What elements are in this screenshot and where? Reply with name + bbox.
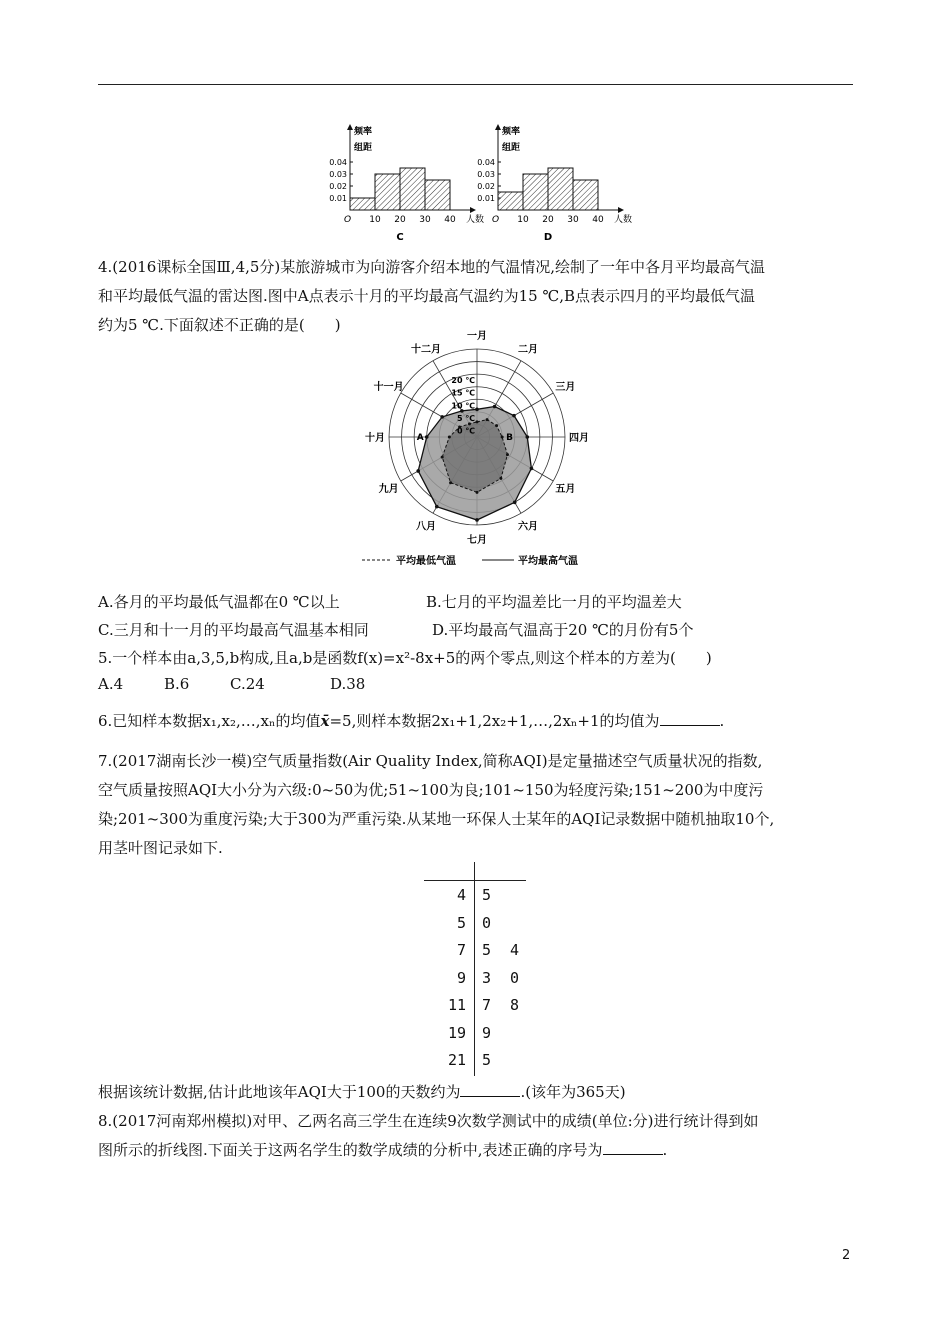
high-temp-point	[512, 414, 516, 418]
stem-leaf-row	[424, 992, 534, 1020]
histogram-bar	[350, 198, 375, 210]
x-tick-label: 30	[419, 215, 431, 225]
q4-option-a: A.各月的平均最低气温都在0 ℃以上	[98, 593, 340, 611]
month-label: 十一月	[373, 382, 404, 393]
q7-line3: 染;201~300为重度污染;大于300为严重污染.从某地一环保人士某年的AQI记录数据中随机抽取10个,	[98, 810, 775, 828]
q6-line	[98, 710, 724, 731]
month-label: 一月	[467, 331, 487, 342]
q5-option-c: C.24	[230, 675, 265, 693]
q7-answer-blank[interactable]	[460, 1095, 520, 1097]
histogram-bar	[375, 174, 400, 210]
q5-option-b: B.6	[164, 675, 190, 693]
histogram-bar	[548, 168, 573, 210]
x-arrow	[470, 207, 476, 213]
low-temp-point	[441, 456, 444, 459]
leaf-value: 5	[482, 886, 492, 904]
high-temp-point	[513, 501, 517, 505]
chart-label: C	[396, 232, 404, 243]
x-tick-label: 20	[394, 215, 406, 225]
leaf-value: 0	[510, 968, 520, 987]
q5-option-a: A.4	[98, 675, 124, 693]
x-tick-label: 40	[592, 215, 604, 225]
q4-option-d: D.平均最高气温高于20 ℃的月份有5个	[432, 621, 694, 639]
legend-low-label: 平均最低气温	[396, 556, 456, 567]
q7-text-after: .(该年为365天)	[520, 1083, 626, 1101]
q4-option-c: C.三月和十一月的平均最高气温基本相同	[98, 621, 369, 639]
high-temp-point	[525, 435, 529, 439]
stem-value: 5	[456, 913, 466, 932]
ring-label: 0 ℃	[456, 426, 475, 436]
month-label: 三月	[555, 382, 576, 393]
stem-leaf-row	[424, 1020, 534, 1048]
low-temp-point	[476, 420, 479, 423]
q8-text-after: .	[662, 1141, 668, 1159]
y-tick-label: 0.03	[329, 170, 347, 179]
leaf-value: 8	[510, 996, 520, 1014]
q6-text-mid: =5,则样本数据2x₁+1,2x₂+1,…,2xₙ+1的均值为	[329, 712, 660, 730]
q4-line2: 和平均最低气温的雷达图.图中A点表示十月的平均最高气温约为15 ℃,B点表示四月的平均最低气温	[98, 287, 756, 305]
x-tick-label: 10	[517, 215, 529, 225]
y-tick-label: 0.04	[329, 158, 347, 167]
y-tick-label: 0.01	[329, 194, 347, 203]
x-axis-label: 人数	[614, 215, 633, 225]
leaf-value: 0	[482, 913, 492, 932]
stem-leaf-row	[424, 910, 534, 938]
month-label: 七月	[467, 535, 487, 546]
x-tick-label: 10	[369, 215, 381, 225]
low-temp-point	[448, 436, 451, 439]
month-label: 五月	[555, 484, 576, 495]
q6-text-after: .	[719, 712, 725, 730]
origin-label: O	[492, 215, 500, 225]
header-rule	[98, 84, 853, 85]
month-label: 九月	[378, 484, 399, 495]
leaf-value: 5	[482, 941, 492, 959]
high-temp-point	[435, 505, 439, 509]
q6-xbar: x̄	[320, 712, 330, 730]
y-label-bottom: 组距	[502, 143, 521, 153]
stem-value: 4	[456, 886, 466, 904]
month-label: 六月	[518, 521, 538, 533]
y-label-bottom: 组距	[354, 143, 373, 153]
stem-value: 19	[447, 1023, 466, 1042]
q8-line1: 8.(2017河南郑州模拟)对甲、乙两名高三学生在连续9次数学测试中的成绩(单位:分)进行统计得到如	[98, 1112, 759, 1130]
leaf-value: 9	[482, 1023, 492, 1042]
q7-text-before: 根据该统计数据,估计此地该年AQI大于100的天数约为	[98, 1083, 461, 1101]
x-tick-label: 40	[444, 215, 456, 225]
q5-options	[98, 675, 366, 693]
q7-line2: 空气质量按照AQI大小分为六级:0~50为优;51~100为良;101~150为轻度污染;151~200为中度污	[98, 781, 764, 799]
y-tick-label: 0.03	[477, 170, 495, 179]
high-temp-point	[416, 469, 420, 473]
y-label-top: 频率	[502, 127, 521, 137]
low-temp-point	[499, 477, 502, 480]
y-tick-label: 0.02	[329, 182, 347, 191]
high-temp-point	[440, 415, 444, 419]
histogram-bar	[498, 192, 523, 210]
y-tick-label: 0.04	[477, 158, 495, 167]
y-label-top: 频率	[354, 127, 373, 137]
low-temp-point	[486, 418, 489, 421]
q7-line1: 7.(2017湖南长沙一模)空气质量指数(Air Quality Index,简称AQI)是定量描述空气质量状况的指数,	[98, 752, 763, 770]
histogram-C	[329, 124, 484, 243]
low-temp-point	[506, 453, 509, 456]
x-tick-label: 20	[542, 215, 554, 225]
low-temp-point	[449, 481, 452, 484]
low-temp-point	[468, 422, 471, 425]
x-tick-label: 30	[567, 215, 579, 225]
month-label: 二月	[518, 344, 538, 356]
y-arrow	[495, 124, 501, 130]
q4-option-b: B.七月的平均温差比一月的平均温差大	[426, 593, 682, 611]
stem-leaf-row	[424, 965, 534, 993]
y-arrow	[347, 124, 353, 130]
histogram-D	[477, 124, 632, 243]
high-temp-point	[475, 518, 479, 522]
page-number: 2	[842, 1248, 851, 1263]
x-arrow	[618, 207, 624, 213]
leaf-value: 4	[510, 941, 520, 959]
leaf-value: 5	[482, 1051, 492, 1069]
histogram-figure	[320, 118, 640, 244]
month-label: 四月	[569, 433, 589, 444]
high-temp-point	[493, 405, 497, 409]
high-temp-point	[425, 435, 429, 439]
histogram-bar	[573, 180, 598, 210]
month-label: 十二月	[411, 344, 441, 356]
stem-value: 9	[456, 968, 466, 987]
month-label: 十月	[365, 433, 385, 444]
leaf-value: 3	[482, 968, 492, 987]
x-axis-label: 人数	[466, 215, 485, 225]
high-temp-point	[475, 408, 479, 412]
point-a-label: A	[416, 433, 424, 443]
q6-answer-blank[interactable]	[660, 724, 720, 726]
q8-line2	[98, 1139, 667, 1160]
legend-high-label: 平均最高气温	[518, 556, 578, 567]
low-temp-point	[495, 424, 498, 427]
q8-text-before: 图所示的折线图.下面关于这两名学生的数学成绩的分析中,表述正确的序号为	[98, 1141, 603, 1159]
stem-leaf-row	[424, 882, 534, 910]
histogram-bar	[400, 168, 425, 210]
ring-label: 10 ℃	[451, 401, 475, 411]
stem-value: 7	[456, 941, 466, 959]
stem-value: 21	[447, 1051, 466, 1069]
ring-label: 20 ℃	[451, 376, 475, 386]
leaf-value: 7	[482, 996, 492, 1014]
point-b-label: B	[506, 433, 514, 443]
low-temp-point	[501, 436, 504, 439]
month-label: 八月	[416, 521, 436, 533]
q4-line3: 约为5 ℃.下面叙述不正确的是( )	[98, 316, 341, 334]
q5-line1: 5.一个样本由a,3,5,b构成,且a,b是函数f(x)=x²-8x+5的两个零点,则这个样本的方差为( )	[98, 649, 712, 667]
q7-line5	[98, 1081, 626, 1102]
low-temp-point	[476, 491, 479, 494]
stem-leaf-row	[424, 937, 534, 965]
ring-label: 5 ℃	[456, 413, 475, 423]
stem-leaf-row	[424, 1047, 534, 1075]
stem-value: 11	[447, 996, 466, 1014]
histogram-bar	[523, 174, 548, 210]
q8-answer-blank[interactable]	[603, 1153, 663, 1155]
ring-label: 15 ℃	[451, 388, 475, 398]
high-temp-point	[530, 467, 534, 471]
radar-chart	[352, 330, 602, 574]
q4-line1: 4.(2016课标全国Ⅲ,4,5分)某旅游城市为向游客介绍本地的气温情况,绘制了一年中各月平均最高气温	[98, 258, 766, 276]
y-tick-label: 0.01	[477, 194, 495, 203]
histogram-bar	[425, 180, 450, 210]
y-tick-label: 0.02	[477, 182, 495, 191]
chart-label: D	[543, 232, 553, 243]
q6-text-before: 6.已知样本数据x₁,x₂,…,xₙ的均值	[98, 712, 321, 730]
q7-line4: 用茎叶图记录如下.	[98, 839, 223, 857]
q5-option-d: D.38	[330, 675, 366, 693]
origin-label: O	[344, 215, 352, 225]
